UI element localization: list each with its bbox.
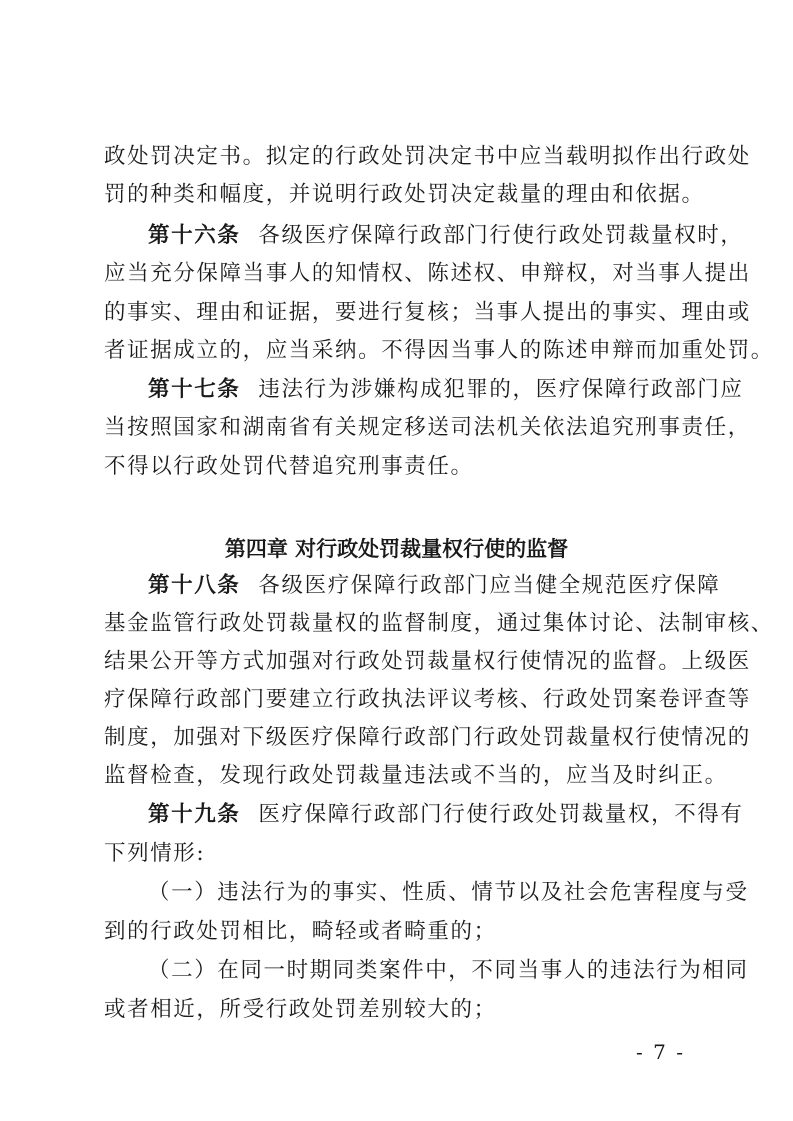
paragraph-line: 罚的种类和幅度，并说明行政处罚决定裁量的理由和依据。 bbox=[104, 182, 705, 207]
article-19-text: 医疗保障行政部门行使行政处罚裁量权，不得有 bbox=[258, 802, 744, 827]
article-19-label: 第十九条 bbox=[148, 802, 241, 827]
article-18-text: 各级医疗保障行政部门应当健全规范医疗保障 bbox=[258, 573, 721, 598]
list-item-2: （二）在同一时期同类案件中，不同当事人的违法行为相同 bbox=[148, 958, 749, 983]
article-17-text: 违法行为涉嫌构成犯罪的，医疗保障行政部门应 bbox=[258, 377, 744, 402]
article-16-text: 各级医疗保障行政部门行使行政处罚裁量权时， bbox=[258, 223, 744, 248]
article-16-label: 第十六条 bbox=[148, 223, 241, 248]
article-17 bbox=[148, 375, 744, 405]
paragraph-line: 基金监管行政处罚裁量权的监督制度，通过集体讨论、法制审核、 bbox=[104, 611, 774, 636]
paragraph-line: 结果公开等方式加强对行政处罚裁量权行使情况的监督。上级医 bbox=[104, 649, 751, 674]
paragraph-line: 当按照国家和湖南省有关规定移送司法机关依法追究刑事责任， bbox=[104, 415, 751, 440]
article-18 bbox=[148, 571, 721, 601]
paragraph-line: 政处罚决定书。拟定的行政处罚决定书中应当载明拟作出行政处 bbox=[104, 144, 751, 169]
paragraph-line: 下列情形: bbox=[104, 841, 206, 866]
chapter-heading: 第四章 对行政处罚裁量权行使的监督 bbox=[224, 537, 569, 561]
paragraph-line: 的事实、理由和证据，要进行复核；当事人提出的事实、理由或 bbox=[104, 300, 751, 325]
article-18-label: 第十八条 bbox=[148, 573, 241, 598]
paragraph-line: 或者相近，所受行政处罚差别较大的； bbox=[104, 997, 497, 1022]
paragraph-line: 到的行政处罚相比，畸轻或者畸重的； bbox=[104, 919, 497, 944]
article-17-label: 第十七条 bbox=[148, 377, 241, 402]
paragraph-line: 制度，加强对下级医疗保障行政部门行政处罚裁量权行使情况的 bbox=[104, 725, 751, 750]
article-16 bbox=[148, 221, 744, 251]
article-19 bbox=[148, 800, 744, 830]
paragraph-line: 疗保障行政部门要建立行政执法评议考核、行政处罚案卷评查等 bbox=[104, 687, 751, 712]
paragraph-line: 监督检查，发现行政处罚裁量违法或不当的，应当及时纠正。 bbox=[104, 763, 728, 788]
paragraph-line: 不得以行政处罚代替追究刑事责任。 bbox=[104, 454, 474, 479]
paragraph-line: 应当充分保障当事人的知情权、陈述权、申辩权，对当事人提出 bbox=[104, 261, 751, 286]
list-item-1: （一）违法行为的事实、性质、情节以及社会危害程度与受 bbox=[148, 880, 749, 905]
paragraph-line: 者证据成立的，应当采纳。不得因当事人的陈述申辩而加重处罚。 bbox=[104, 338, 774, 363]
page-number: - 7 - bbox=[636, 1040, 685, 1064]
